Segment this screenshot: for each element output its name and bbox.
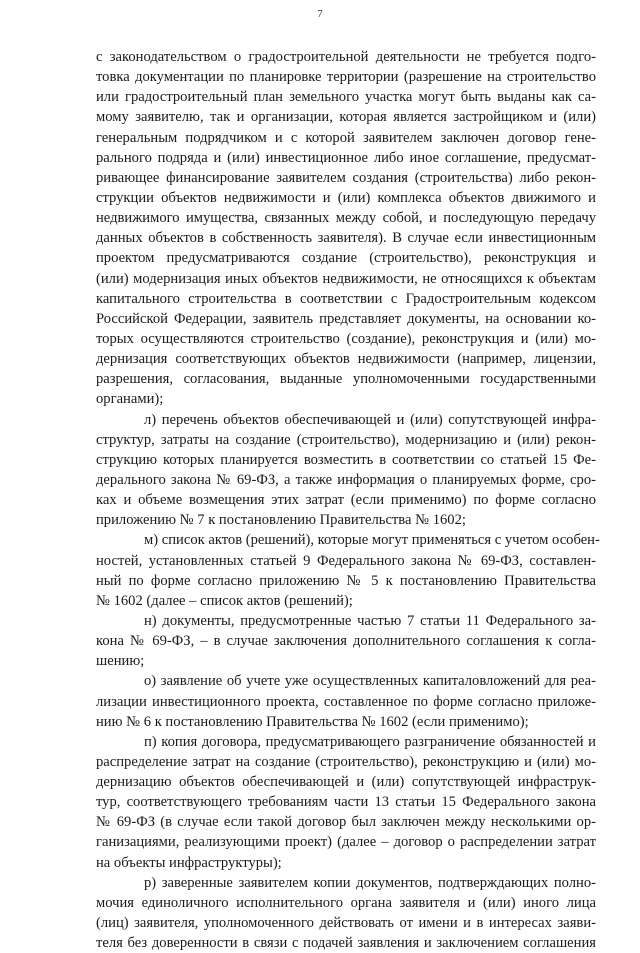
text-line: мому заявителю, так и организации, которая является застройщиком и (или) xyxy=(96,109,596,126)
text-line: струкцию которых планируется возместить в соответствии со статьей 15 Фе- xyxy=(96,451,596,468)
text-line: п) копия договора, предусматривающего разграничение обязанностей и xyxy=(144,733,596,750)
text-line: струкции объектов недвижимости и (или) комплекса объектов движимого и xyxy=(96,189,596,206)
text-line: разрешения, согласования, выданные уполномоченными государственными xyxy=(96,371,596,388)
text-line: ривающее финансирование заявителем создания (строительства) либо рекон- xyxy=(96,169,596,186)
text-line: мочия единоличного исполнительного органа заявителя и (или) иного лица xyxy=(96,894,596,911)
text-line: н) документы, предусмотренные частью 7 статьи 11 Федерального за- xyxy=(144,612,596,629)
text-line: лизации инвестиционного проекта, составленное по форме согласно приложе- xyxy=(96,693,596,710)
text-line: нию № 6 к постановлению Правительства № 1602 (если применимо); xyxy=(96,713,529,730)
text-line: (или) модернизация иных объектов недвижимости, не относящихся к объектам xyxy=(96,270,596,287)
text-line: Российской Федерации, заявитель представляет документы, на основании ко- xyxy=(96,310,596,327)
text-line: распределение затрат на создание (строительство), реконструкцию и (или) мо- xyxy=(96,753,596,770)
text-line: ностей, установленных статьей 9 Федерального закона № 69-ФЗ, составлен- xyxy=(96,552,596,569)
text-line: ный по форме согласно приложению № 5 к постановлению Правительства xyxy=(96,572,596,589)
text-line: товка документации по планировке территории (разрешение на строительство xyxy=(96,69,596,86)
text-line: генеральным подрядчиком и с которой заявителем заключен договор гене- xyxy=(96,129,596,146)
text-line: р) заверенные заявителем копии документов, подтверждающих полно- xyxy=(144,874,596,891)
text-line: приложению № 7 к постановлению Правительства № 1602; xyxy=(96,512,466,529)
text-line: дерального закона № 69-ФЗ, а также информация о планируемых форме, сро- xyxy=(96,471,596,488)
text-line: на объекты инфраструктуры); xyxy=(96,854,282,871)
text-line: тур, соответствующего требованиям части 13 статьи 15 Федерального закона xyxy=(96,794,596,811)
text-line: данных объектов в собственность заявителя). В случае если инвестиционным xyxy=(96,230,596,247)
text-line: кона № 69-ФЗ, – в случае заключения дополнительного соглашения к согла- xyxy=(96,633,596,650)
text-line: шению; xyxy=(96,653,145,670)
text-line: органами); xyxy=(96,391,164,408)
text-line: № 69-ФЗ (в случае если такой договор был заключен между несколькими ор- xyxy=(96,814,596,831)
page-number: 7 xyxy=(317,8,323,20)
text-line: торых осуществляются строительство (создание), реконструкция и (или) мо- xyxy=(96,330,596,347)
text-line: структур, затраты на создание (строительство), модернизацию и (или) рекон- xyxy=(96,431,596,448)
text-line: теля без доверенности в связи с подачей заявления и заключением соглашения xyxy=(96,935,596,952)
text-line: № 1602 (далее – список актов (решений); xyxy=(96,592,353,609)
text-line: дернизацию объектов обеспечивающей и (или) сопутствующей инфраструк- xyxy=(96,774,596,791)
text-line: ганизациями, реализующими проект) (далее – договор о распределении затрат xyxy=(96,834,596,851)
text-line: или градостроительный план земельного участка могут быть выданы как са- xyxy=(96,89,596,106)
text-line: ках и объеме возмещения этих затрат (если применимо) по форме согласно xyxy=(96,492,596,509)
body-text xyxy=(96,47,600,953)
text-line: (лиц) заявителя, уполномоченного действовать от имени и в интересах заяви- xyxy=(96,915,596,932)
text-line: с законодательством о градостроительной деятельности не требуется подго- xyxy=(96,49,596,65)
text-line: недвижимого имущества, связанных между собой, и последующую передачу xyxy=(96,210,596,227)
text-line: м) список актов (решений), которые могут применяться с учетом особен- xyxy=(144,532,600,549)
text-line: о) заявление об учете уже осуществленных капиталовложений для реа- xyxy=(144,673,596,690)
text-line: капитального строительства в соответствии с Градостроительным кодексом xyxy=(96,290,596,307)
text-line: дернизация соответствующих объектов недвижимости (например, лицензии, xyxy=(96,351,596,368)
text-line: л) перечень объектов обеспечивающей и (или) сопутствующей инфра- xyxy=(144,411,596,428)
text-line: рального подряда и (или) инвестиционное либо иное соглашение, предусмат- xyxy=(96,149,596,166)
text-line: проектом предусматриваются создание (строительство), реконструкция и xyxy=(96,250,596,267)
